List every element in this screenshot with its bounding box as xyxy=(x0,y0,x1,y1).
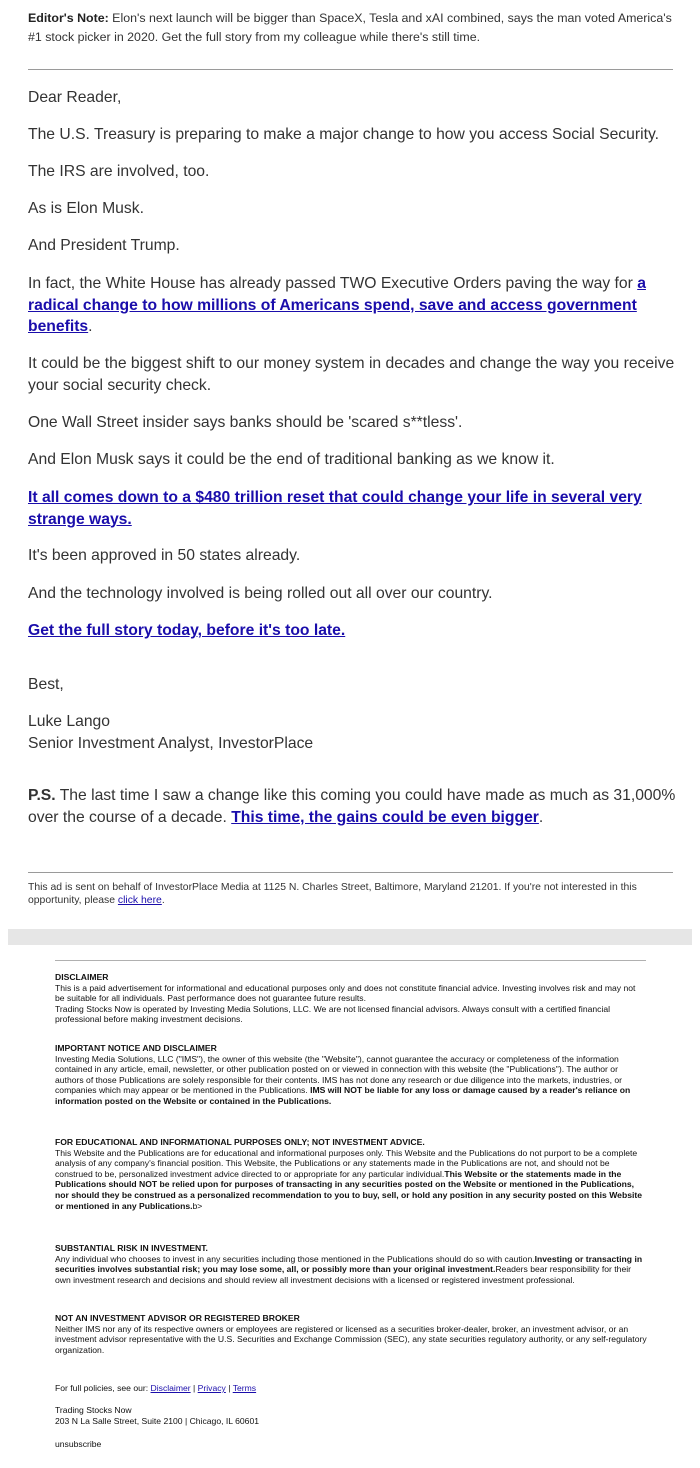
company-address: 203 N La Salle Street, Suite 2100 | Chicago, IL 60601 xyxy=(55,1416,260,1426)
company-name: Trading Stocks Now xyxy=(55,1405,132,1415)
signer-name: Luke Lango xyxy=(28,713,110,730)
disclaimer-link[interactable]: Disclaimer xyxy=(150,1383,191,1393)
policies-label: For full policies, see our: xyxy=(55,1383,151,1393)
ps-end: . xyxy=(538,808,544,826)
ad-notice-end: . xyxy=(161,895,165,906)
paragraph-trump: And President Trump. xyxy=(28,237,180,254)
signature xyxy=(28,711,678,754)
paragraph-elon: As is Elon Musk. xyxy=(28,200,144,217)
educational-tail: b> xyxy=(192,1200,203,1211)
editors-note xyxy=(28,9,678,47)
disclaimer-text: This is a paid advertisement for informational and educational purposes only and does not constitute financial advice. Investing involves risk and may not be suitable for all individuals. Past performance does not guarantee future results. xyxy=(55,982,636,1004)
radical-change-link[interactable]: a radical change to how millions of Americans spend, save and access government benefits xyxy=(28,275,646,335)
paragraph-technology: And the technology involved is being rolled out all over our country. xyxy=(28,585,493,602)
ad-notice-text: This ad is sent on behalf of InvestorPlace Media at 1125 N. Charles Street, Baltimore, Maryland 21201. If you're not interested in this opportunity, please xyxy=(28,882,637,906)
click-here-link[interactable]: click here xyxy=(117,895,162,906)
greeting: Dear Reader, xyxy=(28,89,122,106)
paragraph-treasury: The U.S. Treasury is preparing to make a major change to how you access Social Security. xyxy=(28,126,659,143)
closing: Best, xyxy=(28,676,64,693)
important-notice-heading: IMPORTANT NOTICE AND DISCLAIMER xyxy=(55,1043,217,1053)
important-notice-block xyxy=(55,1043,647,1107)
risk-text-end: Readers bear responsibility for their own investment research and decisions and should review all investment decisions with a licensed or registered investment professional. xyxy=(55,1264,631,1285)
reset-link[interactable]: It all comes down to a $480 trillion reset that could change your life in several very strange ways. xyxy=(28,489,642,528)
divider-bottom xyxy=(28,872,673,873)
policies-line xyxy=(55,1383,256,1394)
important-notice-bold: IMS will NOT be liable for any loss or damage caused by a reader's reliance on information posted on the Website or contained in the Publications. xyxy=(55,1085,631,1106)
not-advisor-heading: NOT AN INVESTMENT ADVISOR OR REGISTERED BROKER xyxy=(55,1313,300,1323)
disclaimer-divider xyxy=(55,960,646,961)
ad-notice xyxy=(28,881,668,907)
paragraph-wall-street: One Wall Street insider says banks should be 'scared s**tless'. xyxy=(28,414,463,431)
paragraph-executive-orders xyxy=(28,273,678,338)
risk-heading: SUBSTANTIAL RISK IN INVESTMENT. xyxy=(55,1243,208,1253)
disclaimer-operator-text: Trading Stocks Now is operated by Investing Media Solutions, LLC. We are not licensed financial advisors. Always consult with a certified financial professional before making investment decisions. xyxy=(55,1003,611,1025)
full-story-link[interactable]: Get the full story today, before it's too late. xyxy=(28,622,346,639)
ps-label: P.S. xyxy=(28,787,56,804)
educational-text: This Website and the Publications are for educational and informational purposes only. This Website and the Publications do not purport to be a complete analysis of any company's financial position. This Website, the Publications or any statements made in the Publications are not, and should not be construed to be, personalized investment advice directed to or appropriate for any particular individual. xyxy=(55,1147,638,1179)
full-story-link-paragraph xyxy=(28,620,678,642)
paragraph-irs: The IRS are involved, too. xyxy=(28,163,210,180)
section-separator xyxy=(8,929,692,945)
not-advisor-text: Neither IMS nor any of its respective owners or employees are registered or licensed as a securities broker-dealer, broker, an investment advisor, or an investment advisor representative with the U.S. Securities and Exchange Commission (SEC), any state securities regulatory authority, or any self-regulatory organization. xyxy=(55,1323,647,1355)
terms-link[interactable]: Terms xyxy=(232,1383,257,1393)
divider-top xyxy=(28,69,673,70)
paragraph-end-of-banking: And Elon Musk says it could be the end of traditional banking as we know it. xyxy=(28,451,555,468)
disclaimer-heading: DISCLAIMER xyxy=(55,972,109,982)
paragraph-approved: It's been approved in 50 states already. xyxy=(28,547,301,564)
disclaimer-block xyxy=(55,972,647,1025)
educational-bold: This Website or the statements made in the Publications should NOT be relied upon for purposes of transacting in any securities posted on the Website or mentioned in the Publications, nor should they be construed as a personalized recommendation to you to buy, sell, or hold any position in any security posted on this Website or mentioned in any Publications. xyxy=(55,1168,643,1211)
paragraph-executive-orders-text: In fact, the White House has already passed TWO Executive Orders paving the way for xyxy=(28,275,638,292)
editors-note-label: Editor's Note: xyxy=(28,11,109,25)
editors-note-text: Elon's next launch will be bigger than SpaceX, Tesla and xAI combined, says the man voted America's #1 stock picker in 2020. Get the full story from my colleague while there's still time. xyxy=(28,11,672,44)
not-advisor-block xyxy=(55,1313,647,1355)
privacy-link[interactable]: Privacy xyxy=(197,1383,226,1393)
unsubscribe-link[interactable]: unsubscribe xyxy=(55,1439,102,1449)
risk-block xyxy=(55,1243,647,1285)
signer-title: Senior Investment Analyst, InvestorPlace xyxy=(28,734,314,752)
paragraph-executive-orders-end: . xyxy=(88,318,93,335)
policies-separator: | xyxy=(190,1383,198,1393)
postscript xyxy=(28,785,678,828)
educational-heading: FOR EDUCATIONAL AND INFORMATIONAL PURPOSES ONLY; NOT INVESTMENT ADVICE. xyxy=(55,1137,425,1147)
ps-text: The last time I saw a change like this coming you could have made as much as 31,000% over the course of a decade. xyxy=(28,787,676,826)
risk-text: Any individual who chooses to invest in any securities including those mentioned in the Publications should do so with caution. xyxy=(55,1253,535,1264)
gains-link[interactable]: This time, the gains could be even bigger xyxy=(231,808,539,826)
educational-block xyxy=(55,1137,647,1211)
paragraph-biggest-shift: It could be the biggest shift to our money system in decades and change the way you receive your social security check. xyxy=(28,355,675,394)
risk-bold: Investing or transacting in securities involves substantial risk; you may lose some, all, or possibly more than your original investment. xyxy=(55,1253,643,1275)
reset-link-paragraph xyxy=(28,487,678,530)
important-notice-text: Investing Media Solutions, LLC ("IMS"), the owner of this website (the "Website"), cannot guarantee the accuracy or completeness of the information contained in any article, email, newsletter, or other publication posted on or viewed in connection with this website (the "Publications"). The author or authors of those Publications are solely responsible for their contents. IMS has not done any research or due diligence into the markets, industries, or companies which may appear or be mentioned in the Publications. xyxy=(55,1053,623,1096)
policies-separator: | xyxy=(225,1383,233,1393)
